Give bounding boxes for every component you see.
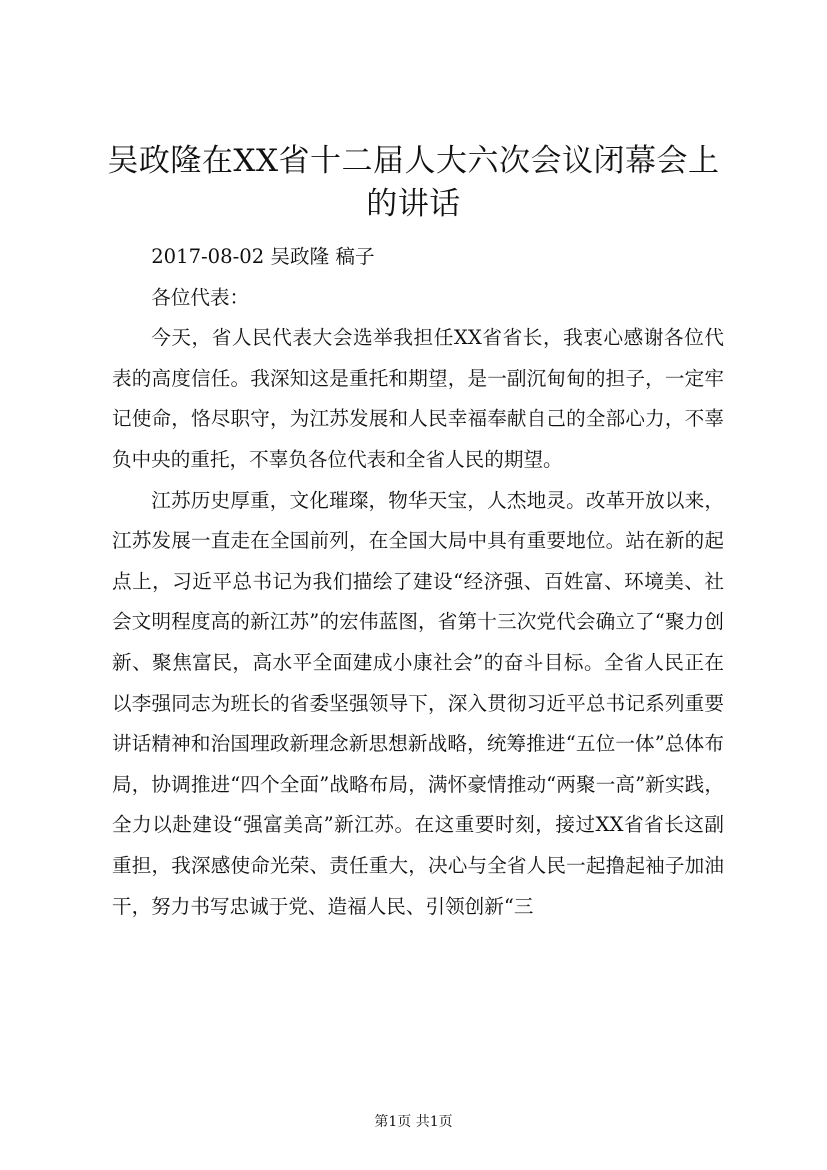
page-number: 第1页 共1页	[374, 1114, 453, 1130]
paragraph: 江苏历史厚重，文化璀璨，物华天宝，人杰地灵。改革开放以来，江苏发展一直走在全国前列，在全国大局中具有重要地位。站在新的起点上，习近平总书记为我们描绘了建设“经济强、百姓富、环境美、社会文明程度高的新江苏”的宏伟蓝图，省第十三次党代会确立了“聚力创新、聚焦富民，高水平全面建成小康社会”的奋斗目标。全省人民正在以李强同志为班长的省委坚强领导下，深入贯彻习近平总书记系列重要讲话精神和治国理政新理念新思想新战略，统筹推进“五位一体”总体布局，协调推进“四个全面”战略布局，满怀豪情推动“两聚一高”新实践，全力以赴建设“强富美高”新江苏。在这重要时刻，接过XX省省长这副重担，我深感使命光荣、责任重大，决心与全省人民一起撸起袖子加油干，努力书写忠诚于党、造福人民、引领创新“三	[112, 488, 724, 918]
paragraph: 今天，省人民代表大会选举我担任XX省省长，我衷心感谢各位代表的高度信任。我深知这是重托和期望，是一副沉甸甸的担子，一定牢记使命，恪尽职守，为江苏发展和人民幸福奉献自己的全部心力，不辜负中央的重托，不辜负各位代表和全省人民的期望。	[112, 326, 724, 471]
page-footer	[0, 1112, 827, 1132]
byline: 2017-08-02 吴政隆 稿子	[151, 245, 375, 268]
title-line-2: 的讲话	[366, 186, 461, 222]
title-line-1: 吴政隆在XX省十二届人大六次会议闭幕会上	[107, 143, 720, 179]
document-body	[112, 237, 724, 927]
salutation: 各位代表：	[151, 285, 250, 309]
document-title	[90, 140, 737, 226]
